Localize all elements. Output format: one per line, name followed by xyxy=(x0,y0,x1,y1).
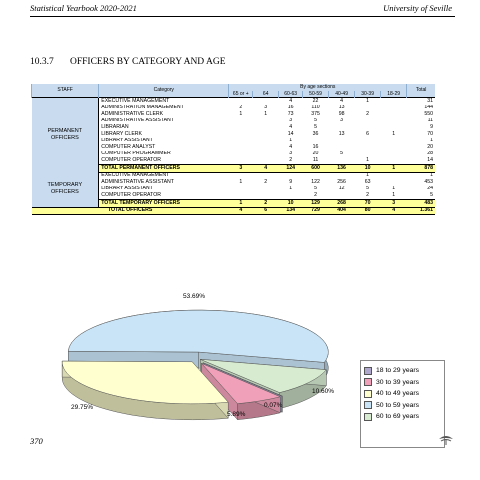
value-cell xyxy=(329,192,355,199)
value-cell: 13 xyxy=(338,130,345,137)
value-cell: 1 xyxy=(366,157,370,164)
value-cell xyxy=(381,157,407,164)
group-total-value: 1 xyxy=(229,199,253,207)
category-cell: EXECUTIVE MANAGEMENT xyxy=(101,172,170,179)
age-column-header: 40-49 xyxy=(329,91,355,98)
value-cell xyxy=(279,192,303,199)
value-cell xyxy=(303,172,329,179)
value-cell: 1 xyxy=(392,192,396,198)
age-column-header: 50-59 xyxy=(303,91,329,98)
value-cell xyxy=(253,186,279,193)
category-cell: ADMINISTRATIVE CLERK xyxy=(101,111,164,117)
value-cell xyxy=(229,98,253,105)
total-cell: 70 xyxy=(427,130,433,137)
total-cell: 28 xyxy=(427,150,433,157)
legend-label: 50 to 59 years xyxy=(376,401,420,409)
value-cell xyxy=(381,144,407,151)
group-total-sum: 483 xyxy=(407,199,435,207)
value-cell: 3 xyxy=(289,117,293,124)
total-cell: 550 xyxy=(424,111,433,117)
value-cell: 11 xyxy=(312,157,319,164)
value-cell: 1 xyxy=(392,130,396,137)
category-cell: LIBRARY ASSISTANT xyxy=(101,185,153,192)
grand-total-sum: 1.361 xyxy=(407,207,435,215)
category-cell: EXECUTIVE MANAGEMENT xyxy=(99,98,229,105)
value-cell: 73 xyxy=(287,111,294,117)
page-number: 370 xyxy=(30,436,43,446)
legend-swatch xyxy=(364,367,372,375)
category-cell: LIBRARY ASSISTANT xyxy=(101,137,153,144)
section-number: 10.3.7 xyxy=(30,57,54,67)
legend-label: 30 to 39 years xyxy=(376,378,420,386)
category-cell: COMPUTER OPERATOR xyxy=(101,192,161,198)
value-cell xyxy=(381,111,407,118)
value-cell: 4 xyxy=(279,98,303,105)
value-cell: 1 xyxy=(289,185,293,192)
pie-label-18-29: 0.07% xyxy=(264,402,283,409)
category-header: Category xyxy=(99,84,229,98)
age-column-header: 65 or + xyxy=(229,91,253,98)
value-cell: 22 xyxy=(303,98,329,105)
value-cell: 5 xyxy=(314,185,318,192)
value-cell xyxy=(229,151,253,158)
value-cell: 375 xyxy=(311,111,320,117)
value-cell: 2 xyxy=(264,179,268,185)
legend-label: 60 to 69 years xyxy=(376,413,420,421)
section-title: OFFICERS BY CATEGORY AND AGE xyxy=(70,57,226,67)
category-cell: ADMINISTRATIVE ASSISTANT xyxy=(101,117,174,124)
value-cell xyxy=(253,138,279,145)
value-cell: 3 xyxy=(264,104,268,111)
value-cell xyxy=(229,192,253,199)
value-cell xyxy=(329,144,355,151)
header-rule xyxy=(30,16,455,17)
value-cell xyxy=(329,124,355,131)
value-cell: 256 xyxy=(337,179,346,185)
value-cell xyxy=(381,105,407,112)
pie-label-60-69: 10.60% xyxy=(312,388,335,395)
age-column-header: 30-39 xyxy=(355,91,381,98)
legend-swatch xyxy=(364,413,372,421)
legend-item xyxy=(364,388,441,400)
value-cell: 16 xyxy=(312,144,319,150)
chart-legend xyxy=(360,360,445,448)
legend-label: 18 to 29 years xyxy=(376,367,420,375)
total-cell: 1 xyxy=(430,137,433,144)
value-cell: 110 xyxy=(311,104,320,111)
value-cell xyxy=(253,151,279,158)
value-cell: 3 xyxy=(289,150,293,157)
legend-item xyxy=(364,411,441,423)
group-total-value: 136 xyxy=(329,164,355,172)
value-cell: 4 xyxy=(289,124,293,131)
total-header: Total xyxy=(407,84,435,98)
value-cell xyxy=(253,131,279,138)
total-cell: 453 xyxy=(424,179,433,185)
group-total-value: 10 xyxy=(355,164,381,172)
value-cell: 1 xyxy=(239,179,243,185)
value-cell xyxy=(329,138,355,145)
value-cell xyxy=(229,124,253,131)
legend-item xyxy=(364,365,441,377)
value-cell xyxy=(253,118,279,125)
legend-swatch xyxy=(364,378,372,386)
group-total-label: TOTAL PERMANENT OFFICERS xyxy=(99,164,229,172)
value-cell xyxy=(355,118,381,125)
category-cell: ADMINISTRATION MANAGEMENT xyxy=(101,104,184,111)
value-cell: 6 xyxy=(366,130,370,137)
value-cell: 2 xyxy=(289,157,293,164)
value-cell: 4 xyxy=(289,144,293,150)
value-cell: 63 xyxy=(364,179,371,185)
group-total-value: 600 xyxy=(303,164,329,172)
value-cell: 122 xyxy=(311,179,320,185)
legend-swatch xyxy=(364,390,372,398)
legend-item xyxy=(364,400,441,412)
value-cell xyxy=(229,144,253,151)
value-cell xyxy=(381,172,407,179)
value-cell: 3 xyxy=(340,117,344,124)
value-cell: 9 xyxy=(289,179,293,185)
value-cell xyxy=(253,192,279,199)
section-heading xyxy=(30,57,226,67)
value-cell xyxy=(229,138,253,145)
total-cell: 31 xyxy=(407,98,435,105)
group-total-value: 1 xyxy=(381,164,407,172)
total-cell: 5 xyxy=(430,192,433,198)
staff-group-label: PERMANENT OFFICERS xyxy=(32,98,99,173)
value-cell xyxy=(381,124,407,131)
pie-label-50-59: 53.69% xyxy=(183,293,206,300)
group-total-value: 3 xyxy=(229,164,253,172)
value-cell: 98 xyxy=(338,111,345,117)
group-total-value: 124 xyxy=(279,164,303,172)
staff-header: STAFF xyxy=(32,84,99,98)
group-total-label: TOTAL TEMPORARY OFFICERS xyxy=(99,199,229,207)
value-cell xyxy=(253,172,279,179)
value-cell: 1 xyxy=(239,111,243,117)
total-cell: 24 xyxy=(427,185,433,192)
pie-label-40-49: 29.75% xyxy=(71,404,94,411)
value-cell xyxy=(381,179,407,186)
value-cell xyxy=(381,138,407,145)
group-total-value: 3 xyxy=(381,199,407,207)
grand-total-value: 4 xyxy=(229,207,253,215)
officers-table xyxy=(31,84,435,215)
category-cell: COMPUTER PROGRAMMER xyxy=(101,150,171,157)
value-cell xyxy=(355,138,381,145)
total-cell: 20 xyxy=(427,144,433,150)
value-cell xyxy=(229,131,253,138)
value-cell xyxy=(253,157,279,164)
category-cell: COMPUTER ANALYST xyxy=(101,144,156,150)
value-cell xyxy=(329,172,355,179)
legend-item xyxy=(364,377,441,389)
group-total-value: 10 xyxy=(279,199,303,207)
university-logo-icon xyxy=(438,432,454,451)
value-cell xyxy=(253,98,279,105)
value-cell xyxy=(253,124,279,131)
value-cell: 2 xyxy=(314,192,318,198)
table-row xyxy=(32,172,436,179)
value-cell: 5 xyxy=(314,124,318,131)
grand-total-row xyxy=(32,207,436,215)
value-cell: 13 xyxy=(338,104,345,111)
table-head xyxy=(32,84,436,98)
value-cell: 1 xyxy=(289,137,293,144)
group-total-value: 70 xyxy=(355,199,381,207)
value-cell: 16 xyxy=(287,104,294,111)
value-cell xyxy=(355,144,381,151)
total-cell: 144 xyxy=(424,104,433,111)
category-cell: ADMINISTRATIVE ASSISTANT xyxy=(101,179,174,185)
age-column-header: 18-29 xyxy=(381,91,407,98)
table-body xyxy=(32,98,436,215)
staff-group-label: TEMPORARY OFFICERS xyxy=(32,172,99,207)
category-cell: LIBRARIAN xyxy=(101,124,129,131)
total-cell: 11 xyxy=(427,117,433,124)
value-cell xyxy=(279,172,303,179)
value-cell xyxy=(229,172,253,179)
legend-swatch xyxy=(364,401,372,409)
group-total-sum: 878 xyxy=(407,164,435,172)
pie-label-30-39: 5.89% xyxy=(227,411,246,418)
table-row xyxy=(32,98,436,105)
value-cell xyxy=(355,124,381,131)
value-cell: 1 xyxy=(264,111,268,117)
value-cell: 1 xyxy=(392,185,396,192)
value-cell xyxy=(355,151,381,158)
value-cell: 2 xyxy=(366,192,370,198)
grand-total-value: 80 xyxy=(355,207,381,215)
age-column-header: 64 xyxy=(253,91,279,98)
group-total-value: 2 xyxy=(253,199,279,207)
value-cell: 5 xyxy=(340,150,344,157)
value-cell: 4 xyxy=(329,98,355,105)
value-cell: 20 xyxy=(312,150,319,157)
header-right: University of Seville xyxy=(383,3,452,13)
grand-total-label: TOTAL OFFICERS xyxy=(32,207,229,215)
value-cell xyxy=(329,157,355,164)
value-cell: 5 xyxy=(366,185,370,192)
legend-label: 40 to 49 years xyxy=(376,390,420,398)
value-cell xyxy=(381,98,407,105)
value-cell xyxy=(229,186,253,193)
group-total-value: 268 xyxy=(329,199,355,207)
group-total-value: 4 xyxy=(253,164,279,172)
value-cell xyxy=(381,118,407,125)
value-cell xyxy=(355,105,381,112)
value-cell: 1 xyxy=(355,98,381,105)
value-cell: 36 xyxy=(312,130,319,137)
value-cell xyxy=(303,138,329,145)
total-cell: 9 xyxy=(430,124,433,131)
header-left: Statistical Yearbook 2020-2021 xyxy=(30,3,137,13)
grand-total-value: 134 xyxy=(279,207,303,215)
value-cell: 1 xyxy=(366,172,370,179)
total-cell: 1 xyxy=(430,172,433,179)
value-cell xyxy=(253,144,279,151)
grand-total-value: 404 xyxy=(329,207,355,215)
group-total-value: 129 xyxy=(303,199,329,207)
category-cell: LIBRARY CLERK xyxy=(101,130,142,137)
value-cell xyxy=(229,157,253,164)
grand-total-value: 4 xyxy=(381,207,407,215)
value-cell: 2 xyxy=(239,104,243,111)
value-cell: 12 xyxy=(338,185,345,192)
value-cell: 5 xyxy=(314,117,318,124)
value-cell: 14 xyxy=(287,130,294,137)
grand-total-value: 6 xyxy=(253,207,279,215)
value-cell xyxy=(381,151,407,158)
category-cell: COMPUTER OPERATOR xyxy=(101,157,161,164)
value-cell xyxy=(229,118,253,125)
total-cell: 14 xyxy=(427,157,433,164)
age-group-header: By age sections xyxy=(229,84,407,91)
age-column-header: 60-63 xyxy=(279,91,303,98)
grand-total-value: 729 xyxy=(303,207,329,215)
value-cell: 2 xyxy=(366,111,370,117)
